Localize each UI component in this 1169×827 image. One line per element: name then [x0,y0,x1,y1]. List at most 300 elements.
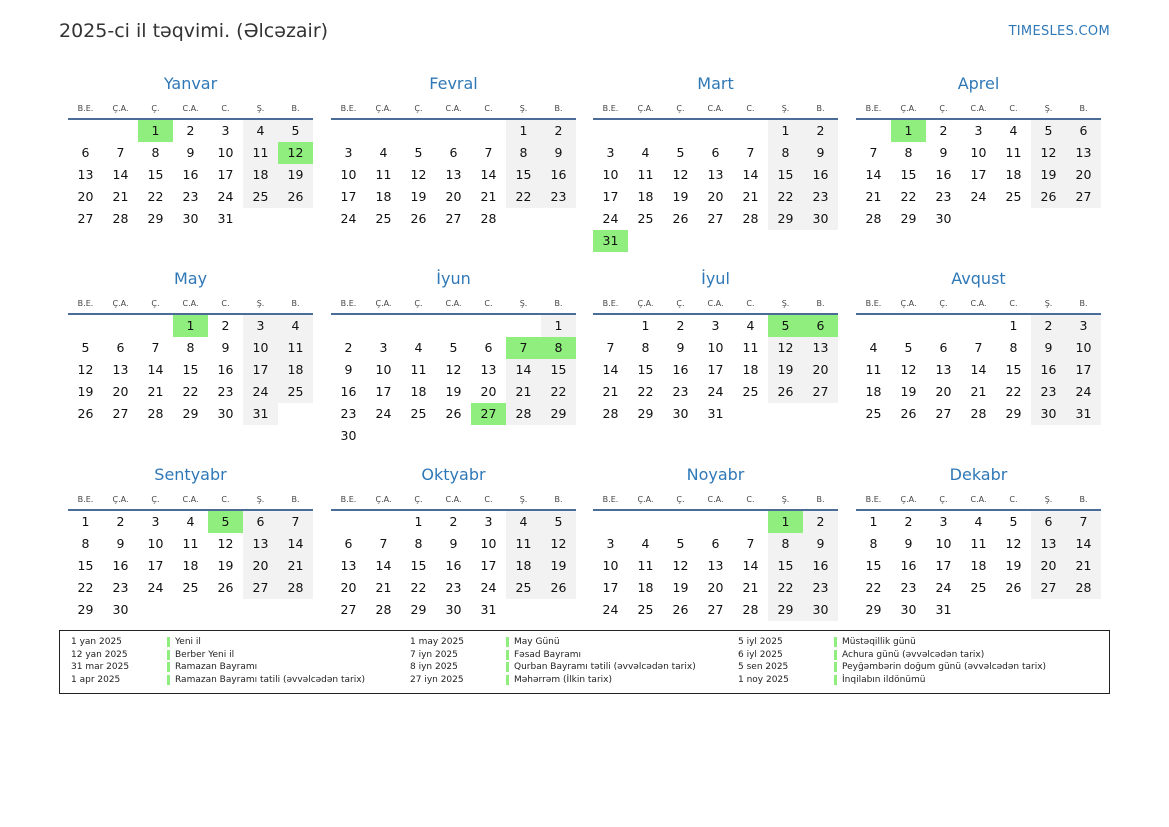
day-cell: 8 [1009,340,1018,355]
day-cell: 31 [935,602,952,617]
day-cell: 31 [217,211,234,226]
day-cell: 31 [707,406,724,421]
empty-cell [436,315,471,337]
empty-cell [471,120,506,142]
day-cell: 23 [112,580,129,595]
weekday-label: Ş. [519,104,528,113]
day-cell: 9 [904,536,913,551]
weekday-label: Ç.A. [375,104,392,113]
day-cell: 14 [742,558,759,573]
weekday-label: Ç. [939,104,948,113]
day-cell: 18 [1005,167,1022,182]
day-cell: 9 [803,533,838,555]
empty-cell [366,120,401,142]
day-cell: 2 [939,123,948,138]
legend-date: 5 sen 2025 [738,662,789,672]
day-cell: 21 [480,189,497,204]
weekday-label: Ş. [1044,299,1053,308]
day-cell: 4 [1009,123,1018,138]
day-cell: 27 [77,211,94,226]
empty-cell [593,315,628,337]
empty-cell [331,315,366,337]
legend-item [738,662,1068,675]
empty-cell [436,120,471,142]
weekday-label: Ç.A. [900,495,917,504]
day-cell: 22 [768,186,803,208]
weekday-label: B.E. [602,495,619,504]
day-cell: 26 [672,211,689,226]
legend-holiday-name: Achura günü (əvvəlcədən tarix) [842,649,985,660]
day-cell: 9 [803,142,838,164]
month-name: Mart [697,74,734,93]
day-cell: 16 [217,362,234,377]
legend-date: 8 iyn 2025 [410,662,458,672]
weekday-label: C. [746,299,755,308]
day-cell: 24 [935,580,952,595]
day-cell: 1 [81,514,90,529]
day-cell: 19 [672,189,689,204]
day-cell: 15 [768,555,803,577]
day-cell: 19 [1005,558,1022,573]
day-cell: 16 [541,164,576,186]
day-cell: 22 [768,577,803,599]
weekday-label: C. [746,104,755,113]
day-cell: 26 [672,602,689,617]
day-cell: 5 [541,511,576,533]
legend-holiday-name: Fəsad Bayramı [514,649,581,660]
month-name: May [173,269,208,288]
weekday-label: C.A. [707,104,724,113]
day-cell: 30 [217,406,234,421]
day-cell: 8 [506,142,541,164]
day-cell: 16 [672,362,689,377]
day-cell: 26 [278,186,313,208]
month-name: Oktyabr [421,465,486,484]
weekday-label: Ç.A. [900,104,917,113]
weekday-label: Ç.A. [112,299,129,308]
legend-item [71,662,401,675]
weekday-label: C. [221,104,230,113]
day-cell: 13 [1031,533,1066,555]
weekday-label: C.A. [707,299,724,308]
day-cell: 18 [637,189,654,204]
day-cell: 5 [414,145,423,160]
day-cell: 11 [865,362,882,377]
day-grid [593,511,838,621]
day-cell: 28 [742,211,759,226]
day-cell: 29 [1005,406,1022,421]
day-cell: 1 [1009,318,1018,333]
day-cell: 22 [77,580,94,595]
day-cell: 13 [77,167,94,182]
day-cell: 30 [182,211,199,226]
day-cell: 20 [935,384,952,399]
day-cell: 11 [637,558,654,573]
day-cell: 7 [606,340,615,355]
legend-holiday-name: Qurban Bayramı tətili (əvvəlcədən tarix) [514,662,696,672]
day-cell: 24 [602,602,619,617]
day-cell: 22 [506,186,541,208]
day-cell: 10 [375,362,392,377]
day-cell: 4 [414,340,423,355]
day-cell: 2 [803,120,838,142]
day-cell: 19 [768,359,803,381]
day-cell: 23 [1031,381,1066,403]
empty-cell [593,120,628,142]
day-cell: 2 [449,514,458,529]
weekday-label: B. [816,495,825,504]
day-cell: 23 [182,189,199,204]
month-name: İyun [436,269,471,288]
legend-date: 31 mar 2025 [71,662,130,672]
holiday-day-cell: 5 [768,315,803,337]
day-cell: 5 [904,340,913,355]
day-cell: 13 [340,558,357,573]
weekday-label: Ş. [256,104,265,113]
weekday-label: B. [291,495,300,504]
day-cell: 19 [672,580,689,595]
day-cell: 20 [1031,555,1066,577]
legend-date: 7 iyn 2025 [410,649,458,660]
day-cell: 29 [900,211,917,226]
day-cell: 3 [151,514,160,529]
day-grid [68,120,313,230]
empty-cell [401,315,436,337]
day-cell: 23 [803,577,838,599]
day-cell: 6 [116,340,125,355]
day-cell: 18 [410,384,427,399]
day-cell: 28 [278,577,313,599]
weekday-label: C. [221,495,230,504]
day-cell: 15 [900,167,917,182]
day-cell: 28 [1066,577,1101,599]
empty-cell [733,120,768,142]
day-cell: 11 [243,142,278,164]
weekday-label: C.A. [970,104,987,113]
day-cell: 14 [602,362,619,377]
day-cell: 23 [217,384,234,399]
day-cell: 15 [1005,362,1022,377]
day-grid [856,120,1101,230]
day-cell: 25 [278,381,313,403]
day-cell: 20 [1066,164,1101,186]
day-cell: 8 [81,536,90,551]
day-cell: 7 [379,536,388,551]
day-cell: 20 [112,384,129,399]
legend-holiday-name: Ramazan Bayramı [175,662,258,672]
holiday-day-cell: 27 [471,403,506,425]
brand-link[interactable]: TIMESLES.COM [1008,24,1110,39]
weekday-label: B.E. [340,495,357,504]
month-block [593,463,838,621]
day-cell: 30 [935,211,952,226]
day-cell: 4 [746,318,755,333]
weekday-label: Ç. [939,299,948,308]
day-cell: 17 [707,362,724,377]
day-cell: 3 [344,145,353,160]
weekday-label: C. [1009,299,1018,308]
weekday-label: B. [816,104,825,113]
day-cell: 20 [340,580,357,595]
day-cell: 8 [414,536,423,551]
legend-holiday-name: Müstəqillik günü [842,637,916,647]
day-cell: 19 [445,384,462,399]
weekday-label: B.E. [865,104,882,113]
weekday-label: Ç.A. [637,104,654,113]
day-cell: 23 [935,189,952,204]
day-cell: 29 [410,602,427,617]
day-cell: 3 [243,315,278,337]
weekday-label: C. [221,299,230,308]
legend-item [410,637,740,650]
weekday-header [331,491,576,511]
weekday-label: B.E. [602,299,619,308]
day-cell: 3 [711,318,720,333]
day-cell: 11 [410,362,427,377]
day-cell: 25 [182,580,199,595]
day-cell: 7 [746,145,755,160]
day-cell: 15 [865,558,882,573]
day-cell: 6 [711,145,720,160]
day-cell: 10 [340,167,357,182]
day-cell: 12 [1031,142,1066,164]
day-cell: 2 [116,514,125,529]
day-cell: 4 [278,315,313,337]
day-cell: 2 [344,340,353,355]
day-cell: 13 [480,362,497,377]
weekday-label: Ş. [781,299,790,308]
legend-date: 5 iyl 2025 [738,637,783,647]
weekday-label: C. [484,104,493,113]
day-cell: 26 [410,211,427,226]
day-cell: 18 [637,580,654,595]
day-cell: 31 [243,403,278,425]
day-cell: 16 [1031,359,1066,381]
day-cell: 19 [541,555,576,577]
day-cell: 28 [147,406,164,421]
day-cell: 30 [803,599,838,621]
day-cell: 12 [445,362,462,377]
day-cell: 1 [869,514,878,529]
day-cell: 21 [147,384,164,399]
day-cell: 26 [1005,580,1022,595]
day-cell: 29 [865,602,882,617]
legend-column [738,637,1068,687]
day-cell: 18 [742,362,759,377]
day-cell: 21 [278,555,313,577]
empty-cell [961,315,996,337]
day-cell: 17 [935,558,952,573]
weekday-label: B. [816,299,825,308]
weekday-label: C.A. [970,495,987,504]
day-cell: 17 [480,558,497,573]
day-cell: 8 [186,340,195,355]
day-cell: 17 [217,167,234,182]
day-cell: 26 [541,577,576,599]
day-cell: 25 [637,211,654,226]
day-cell: 29 [541,403,576,425]
day-cell: 15 [541,359,576,381]
weekday-label: B.E. [77,299,94,308]
day-cell: 6 [1066,120,1101,142]
day-cell: 3 [974,123,983,138]
day-cell: 10 [480,536,497,551]
day-cell: 28 [970,406,987,421]
day-grid [68,315,313,425]
month-block [856,463,1101,621]
weekday-header [593,491,838,511]
day-cell: 9 [449,536,458,551]
day-cell: 31 [480,602,497,617]
empty-cell [628,511,663,533]
weekday-label: C. [484,495,493,504]
day-grid [856,511,1101,621]
holiday-marker [506,675,509,685]
day-cell: 30 [445,602,462,617]
empty-cell [733,511,768,533]
day-cell: 12 [410,167,427,182]
weekday-label: Ç. [676,299,685,308]
day-cell: 18 [243,164,278,186]
day-cell: 27 [1031,577,1066,599]
day-cell: 18 [375,189,392,204]
weekday-label: B. [1079,299,1088,308]
holiday-day-cell: 8 [541,337,576,359]
day-cell: 13 [112,362,129,377]
day-cell: 7 [869,145,878,160]
day-cell: 2 [1031,315,1066,337]
day-cell: 20 [803,359,838,381]
day-grid [593,120,838,252]
day-cell: 28 [112,211,129,226]
day-cell: 24 [480,580,497,595]
day-cell: 29 [182,406,199,421]
day-cell: 30 [900,602,917,617]
day-cell: 16 [803,555,838,577]
day-cell: 10 [602,167,619,182]
empty-cell [331,511,366,533]
day-cell: 15 [768,164,803,186]
day-cell: 3 [221,123,230,138]
weekday-label: B.E. [77,495,94,504]
empty-cell [471,315,506,337]
day-cell: 6 [81,145,90,160]
day-cell: 14 [506,359,541,381]
weekday-label: Ç.A. [375,299,392,308]
day-cell: 21 [1066,555,1101,577]
day-cell: 14 [375,558,392,573]
day-cell: 2 [904,514,913,529]
legend-column [410,637,740,687]
day-cell: 11 [742,340,759,355]
page-title: 2025-ci il təqvimi. (Əlcəzair) [59,20,329,42]
day-cell: 22 [865,580,882,595]
day-cell: 2 [676,318,685,333]
weekday-label: C. [746,495,755,504]
holiday-marker [834,650,837,660]
empty-cell [103,315,138,337]
day-cell: 3 [939,514,948,529]
day-cell: 13 [707,167,724,182]
empty-cell [891,315,926,337]
weekday-label: Ç.A. [112,495,129,504]
weekday-label: Ç.A. [637,495,654,504]
weekday-label: C. [1009,104,1018,113]
day-cell: 21 [742,189,759,204]
day-cell: 9 [186,145,195,160]
day-cell: 23 [900,580,917,595]
legend-item [71,650,401,663]
day-cell: 25 [1005,189,1022,204]
month-block [856,267,1101,425]
weekday-header [593,100,838,120]
day-cell: 11 [506,533,541,555]
day-cell: 19 [217,558,234,573]
day-cell: 10 [935,536,952,551]
day-cell: 16 [112,558,129,573]
weekday-label: B. [291,299,300,308]
day-cell: 16 [340,384,357,399]
day-cell: 7 [116,145,125,160]
day-cell: 30 [112,602,129,617]
day-cell: 26 [445,406,462,421]
day-cell: 9 [939,145,948,160]
day-cell: 25 [410,406,427,421]
month-name: Dekabr [949,465,1008,484]
empty-cell [68,315,103,337]
day-cell: 28 [506,403,541,425]
empty-cell [663,120,698,142]
holiday-marker [506,637,509,647]
day-cell: 22 [147,189,164,204]
day-cell: 11 [278,337,313,359]
day-cell: 20 [243,555,278,577]
holiday-marker [834,662,837,672]
weekday-label: Ç. [151,495,160,504]
weekday-label: Ş. [256,299,265,308]
day-cell: 20 [445,189,462,204]
weekday-label: Ç.A. [637,299,654,308]
day-cell: 22 [637,384,654,399]
day-cell: 10 [970,145,987,160]
weekday-label: Ş. [519,299,528,308]
legend-item [738,675,1068,688]
day-cell: 13 [935,362,952,377]
empty-cell [698,511,733,533]
holiday-day-cell: 1 [891,120,926,142]
day-cell: 23 [340,406,357,421]
holiday-marker [506,650,509,660]
day-grid [331,511,576,621]
day-cell: 17 [340,189,357,204]
day-cell: 4 [186,514,195,529]
day-cell: 16 [182,167,199,182]
day-cell: 9 [221,340,230,355]
day-cell: 15 [147,167,164,182]
day-cell: 21 [375,580,392,595]
day-cell: 15 [410,558,427,573]
month-block [68,463,313,621]
holiday-day-cell: 1 [173,315,208,337]
holiday-day-cell: 1 [768,511,803,533]
day-cell: 7 [151,340,160,355]
weekday-label: C.A. [182,104,199,113]
day-cell: 14 [970,362,987,377]
day-cell: 4 [379,145,388,160]
weekday-label: Ç. [151,104,160,113]
day-cell: 29 [147,211,164,226]
weekday-label: Ç.A. [900,299,917,308]
